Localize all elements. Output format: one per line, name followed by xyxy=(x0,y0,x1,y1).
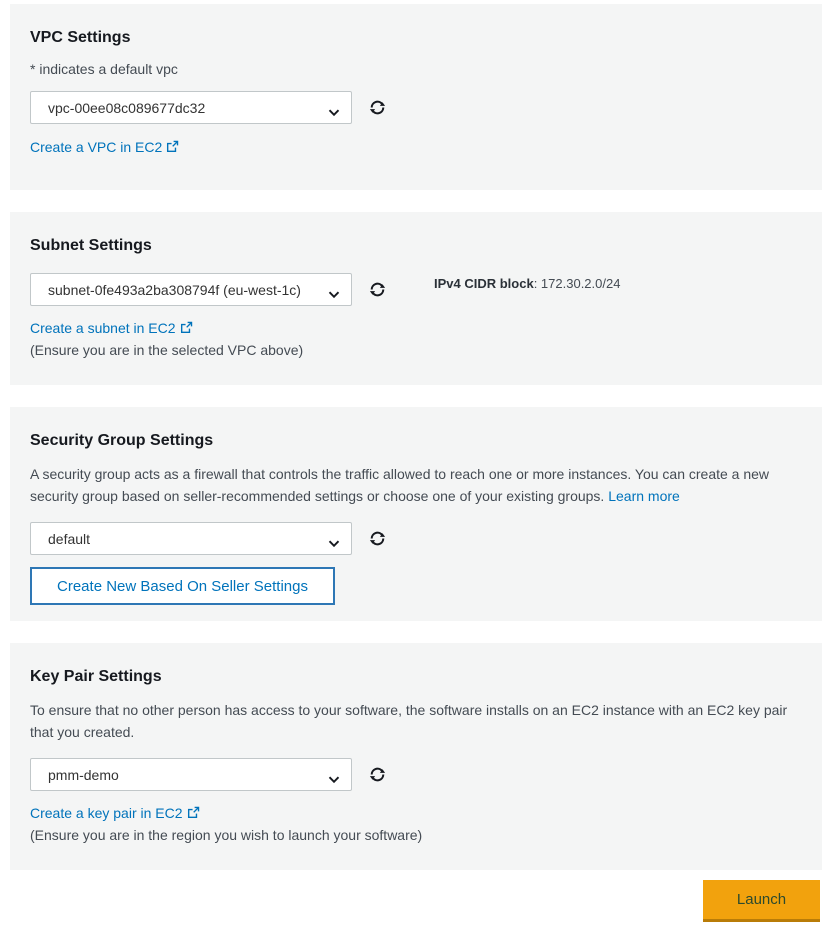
external-link-icon xyxy=(187,806,200,819)
key-pair-ensure-note: (Ensure you are in the region you wish to launch your software) xyxy=(30,827,423,843)
external-link-icon xyxy=(180,321,193,334)
key-pair-title: Key Pair Settings xyxy=(30,668,162,685)
key-pair-settings-panel xyxy=(10,643,822,870)
vpc-select[interactable] xyxy=(30,91,352,124)
security-group-title: Security Group Settings xyxy=(30,432,214,449)
launch-button[interactable]: Launch xyxy=(703,880,820,922)
create-subnet-link[interactable]: Create a subnet in EC2 xyxy=(30,320,193,336)
learn-more-link[interactable]: Learn more xyxy=(608,488,680,504)
subnet-settings-title: Subnet Settings xyxy=(30,237,152,254)
subnet-settings-panel xyxy=(10,212,822,385)
vpc-settings-panel xyxy=(10,4,822,190)
vpc-refresh-icon[interactable] xyxy=(369,99,386,116)
vpc-settings-title: VPC Settings xyxy=(30,29,131,46)
subnet-refresh-icon[interactable] xyxy=(369,281,386,298)
create-vpc-link[interactable]: Create a VPC in EC2 xyxy=(30,139,179,155)
key-pair-select[interactable] xyxy=(30,758,352,791)
security-group-settings-panel xyxy=(10,407,822,621)
ipv4-cidr-block: IPv4 CIDR block: 172.30.2.0/24 xyxy=(434,276,621,291)
security-group-refresh-icon[interactable] xyxy=(369,530,386,547)
create-new-based-on-seller-settings-button[interactable]: Create New Based On Seller Settings xyxy=(30,567,335,605)
launch-row xyxy=(0,880,820,922)
create-key-pair-link[interactable]: Create a key pair in EC2 xyxy=(30,805,200,821)
vpc-default-note: * indicates a default vpc xyxy=(30,61,178,77)
subnet-ensure-note: (Ensure you are in the selected VPC above) xyxy=(30,342,304,358)
key-pair-refresh-icon[interactable] xyxy=(369,766,386,783)
key-pair-description: To ensure that no other person has access to your software, the software installs on an EC2 instance with an EC2 key pair that you created. xyxy=(30,702,788,740)
external-link-icon xyxy=(166,140,179,153)
security-group-description: A security group acts as a firewall that controls the traffic allowed to reach one or more instances. You can create a new security group based on seller-recommended settings or choose one of your existing groups. Learn more xyxy=(30,466,770,504)
subnet-select[interactable] xyxy=(30,273,352,306)
security-group-select[interactable] xyxy=(30,522,352,555)
